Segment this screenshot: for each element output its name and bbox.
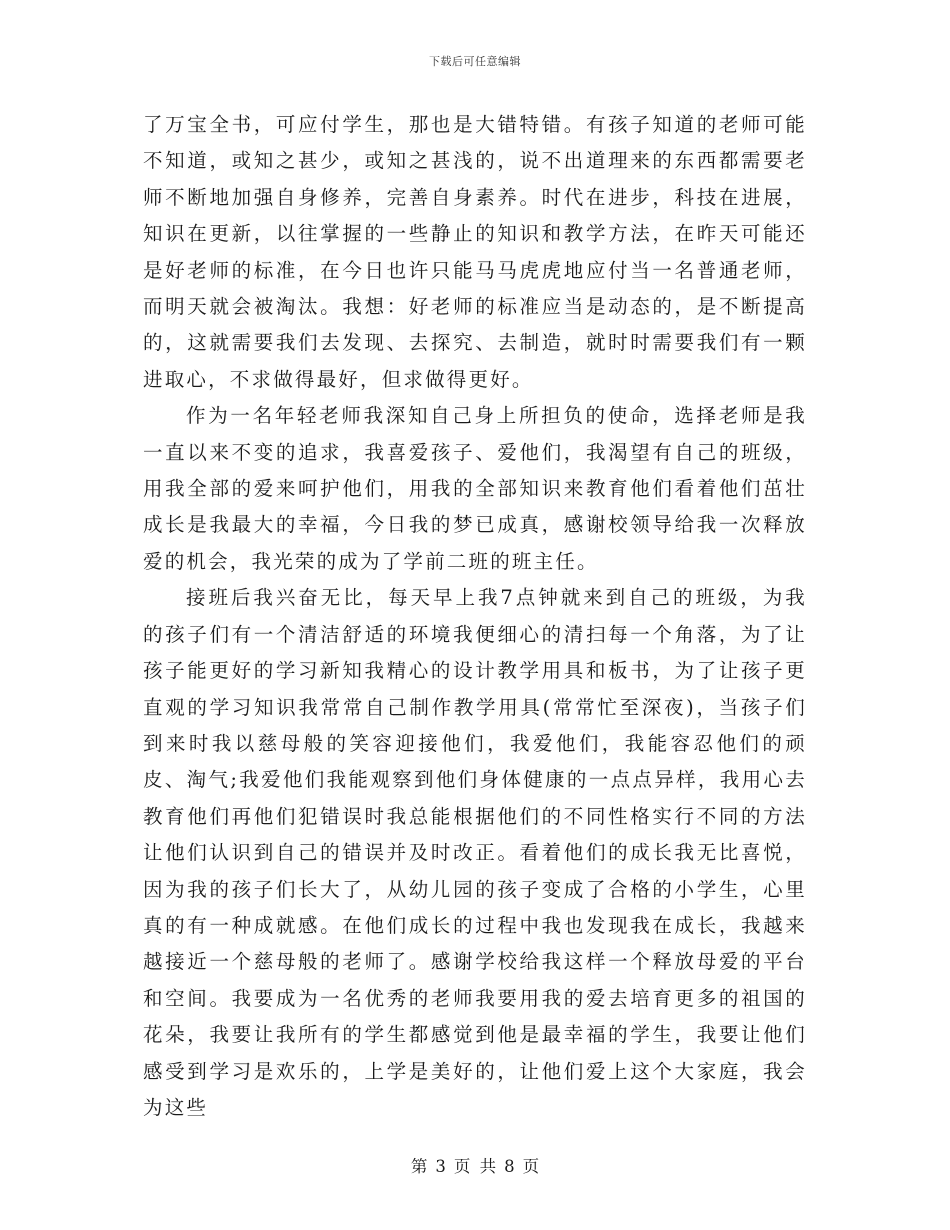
page-number-footer xyxy=(0,1153,950,1177)
current-page-number: 3 xyxy=(435,1157,446,1176)
paragraph-2: 作为一名年轻老师我深知自己身上所担负的使命，选择老师是我一直以来不变的追求，我喜爱孩子、爱他们，我渴望有自己的班级，用我全部的爱来呵护他们，用我的全部知识来教育他们看着他们茁壮成长是我最大的幸福，今日我的梦已成真，感谢校领导给我一次释放爱的机会，我光荣的成为了学前二班的班主任。 xyxy=(143,404,807,573)
footer-middle: 页 共 xyxy=(453,1157,497,1176)
total-page-number: 8 xyxy=(504,1157,515,1176)
paragraph-1: 了万宝全书，可应付学生，那也是大错特错。有孩子知道的老师可能不知道，或知之甚少，或知之甚浅的，说不出道理来的东西都需要老师不断地加强自身修养，完善自身素养。时代在进步，科技在进展，知识在更新，以往掌握的一些静止的知识和教学方法，在昨天可能还是好老师的标准，在今日也许只能马马虎虎地应付当一名普通老师，而明天就会被淘汰。我想：好老师的标准应当是动态的，是不断提高的，这就需要我们去发现、去探究、去制造，就时时需要我们有一颗进取心，不求做得最好，但求做得更好。 xyxy=(143,113,807,391)
document-body xyxy=(143,107,807,1126)
page-header-note: 下载后可任意编辑 xyxy=(429,55,521,68)
footer-suffix: 页 xyxy=(522,1157,540,1176)
footer-prefix: 第 xyxy=(410,1157,428,1176)
paragraph-3: 接班后我兴奋无比，每天早上我7点钟就来到自己的班级，为我的孩子们有一个清洁舒适的环境我便细心的清扫每一个角落，为了让孩子能更好的学习新知我精心的设计教学用具和板书，为了让孩子更直观的学习知识我常常自己制作教学用具(常常忙至深夜)，当孩子们到来时我以慈母般的笑容迎接他们，我爱他们，我能容忍他们的顽皮、淘气;我爱他们我能观察到他们身体健康的一点点异样，我用心去教育他们再他们犯错误时我总能根据他们的不同性格实行不同的方法让他们认识到自己的错误并及时改正。看着他们的成长我无比喜悦，因为我的孩子们长大了，从幼儿园的孩子变成了合格的小学生，心里真的有一种成就感。在他们成长的过程中我也发现我在成长，我越来越接近一个慈母般的老师了。感谢学校给我这样一个释放母爱的平台和空间。我要成为一名优秀的老师我要用我的爱去培育更多的祖国的花朵，我要让我所有的学生都感觉到他是最幸福的学生，我要让他们感受到学习是欢乐的，上学是美好的，让他们爱上这个大家庭，我会为这些 xyxy=(143,586,807,1119)
